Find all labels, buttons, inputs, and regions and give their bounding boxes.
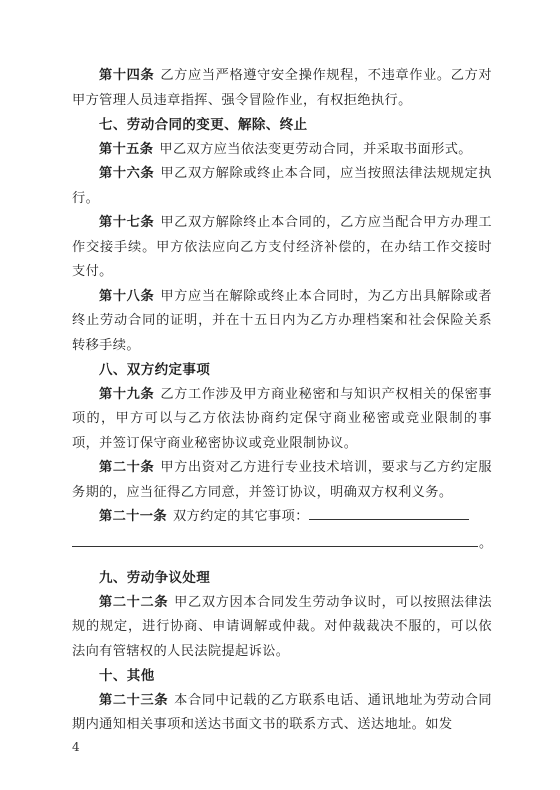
article-23: [72, 689, 492, 738]
article-label: 第二十三条: [99, 692, 169, 708]
article-label: 第十九条: [99, 386, 155, 402]
document-body: [72, 64, 492, 738]
article-21: [72, 505, 492, 530]
article-text: 双方约定的其它事项：: [172, 509, 309, 524]
article-text: 甲乙双方解除或终止本合同，应当按照法律法规规定执行。: [72, 166, 492, 206]
article-label: 第二十一条: [99, 509, 167, 524]
article-18: [72, 285, 492, 359]
section-heading-10: 十、其他: [99, 668, 155, 684]
article-14: [72, 64, 492, 113]
fill-in-blank-line: [72, 546, 478, 547]
article-text: 甲方出资对乙方进行专业技术培训，要求与乙方约定服务期的，应当征得乙方同意，并签订协议，明确双方权利义务。: [72, 460, 492, 500]
article-15: [72, 138, 492, 163]
article-17: [72, 211, 492, 285]
article-text: 甲乙双方应当依法变更劳动合同，并采取书面形式。: [159, 141, 472, 157]
article-22: [72, 591, 492, 665]
article-19: [72, 383, 492, 457]
section-heading-9: 九、劳动争议处理: [99, 570, 211, 586]
article-text: 本合同中记载的乙方联系电话、通讯地址为劳动合同期内通知相关事项和送达书面文书的联系方式、送达地址。如发: [72, 692, 493, 732]
article-16: [72, 162, 492, 211]
article-text: 乙方应当严格遵守安全操作规程，不违章作业。乙方对甲方管理人员违章指挥、强令冒险作业，有权拒绝执行。: [72, 68, 492, 108]
article-text: 甲乙双方解除终止本合同的，乙方应当配合甲方办理工作交接手续。甲方依法应向乙方支付经济补偿的，在办结工作交接时支付。: [72, 215, 492, 279]
fill-in-blank-line: [309, 505, 469, 520]
article-text: 甲方应当在解除或终止本合同时，为乙方出具解除或者终止劳动合同的证明，并在十五日内为乙方办理档案和社会保险关系转移手续。: [72, 288, 492, 353]
article-label: 第二十二条: [99, 594, 169, 610]
end-mark: 。: [479, 535, 493, 551]
article-text: 乙方工作涉及甲方商业秘密和与知识产权相关的保密事项的，甲方可以与乙方依法协商约定保守商业秘密或竞业限制的事项，并签订保守商业秘密协议或竞业限制协议。: [72, 386, 492, 451]
article-label: 第十七条: [99, 215, 155, 230]
article-label: 第十五条: [99, 141, 154, 157]
page-number: 4: [72, 740, 80, 754]
section-heading-7: 七、劳动合同的变更、解除、终止: [99, 117, 308, 133]
article-label: 第十六条: [99, 166, 155, 181]
article-text: 甲乙双方因本合同发生劳动争议时，可以按照法律法规的规定，进行协商、申请调解或仲裁。对仲裁裁决不服的，可以依法向有管辖权的人民法院提起诉讼。: [72, 594, 493, 659]
article-label: 第十四条: [99, 68, 155, 83]
article-label: 第十八条: [99, 288, 155, 304]
article-label: 第二十条: [99, 460, 155, 475]
section-heading-8: 八、双方约定事项: [99, 362, 211, 378]
fill-in-blank-row: [72, 530, 492, 555]
article-20: [72, 456, 492, 505]
